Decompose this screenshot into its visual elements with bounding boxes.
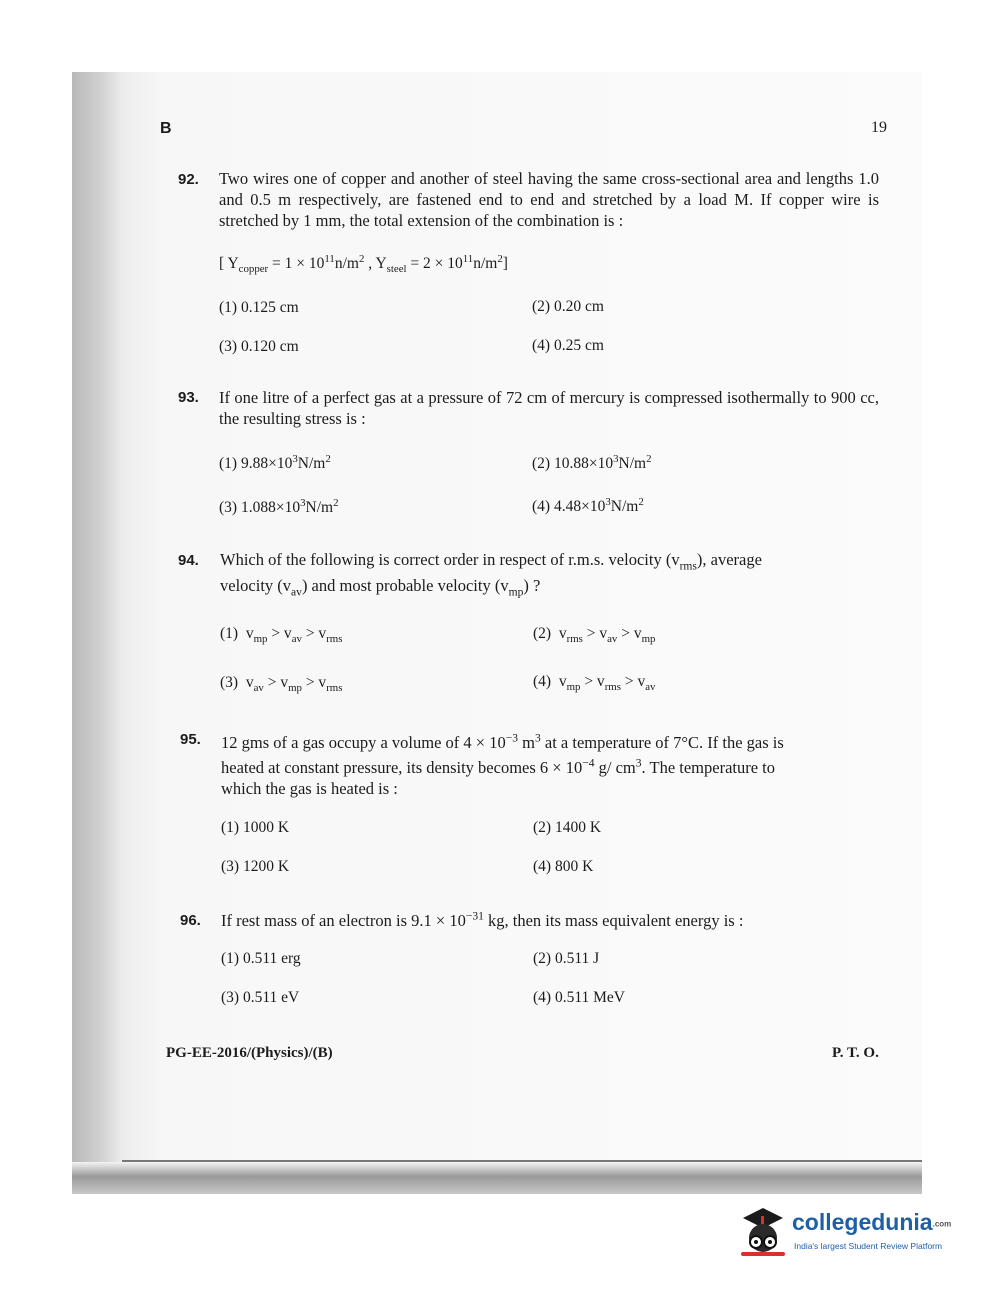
option-1: (1) 0.511 erg	[221, 950, 301, 967]
question-number: 94.	[178, 552, 199, 569]
question-number: 93.	[178, 389, 199, 406]
question-text: If rest mass of an electron is $9.1 \times 10^{-31}$ kg, then its mass equivalent energy is :	[221, 910, 744, 930]
option-4: (4) $v_{mp} > v_{rms} > v_{av}$	[533, 673, 656, 694]
option-3: (3) 0.120 cm	[219, 338, 299, 355]
option-2: (2) $v_{rms} > v_{av} > v_{mp}$	[533, 625, 656, 646]
option-1: (1) 0.125 cm	[219, 299, 299, 316]
set-letter: B	[160, 120, 172, 137]
option-2: (2) $10.88\times 10^3N/m^2$	[532, 452, 652, 472]
option-2: (2) 1400 K	[533, 819, 602, 836]
question-text: Two wires one of copper and another of steel having the same cross-sectional area and lengths 1.0 and 0.5 m respectively, are fastened end to end and stretched by a load M. If copper wire is stretched by 1 mm, the total extension of the combination is :	[219, 169, 879, 230]
option-1: (1) 1000 K	[221, 819, 290, 836]
option-2: (2) 0.511 J	[533, 950, 600, 967]
paper-code: PG-EE-2016/(Physics)/(B)	[166, 1045, 333, 1061]
option-3: (3) 1200 K	[221, 858, 290, 875]
option-4: (4) 0.25 cm	[532, 337, 604, 354]
question-text-line-2: heated at constant pressure, its density becomes $6 \times 10^{-4}$ g/ $cm^3$. The temperature to	[221, 757, 776, 777]
question-number: 95.	[180, 731, 201, 748]
pto-label: P. T. O.	[832, 1045, 879, 1061]
question-text-line-1: Which of the following is correct order in respect of r.m.s. velocity $(v_{rms})$, average	[220, 550, 762, 573]
collegedunia-logo	[737, 1202, 962, 1262]
question-text-line-2: velocity $(v_{av})$ and most probable velocity $(v_{mp})$ ?	[220, 576, 541, 599]
option-4: (4) $4.48\times 10^3N/m^2$	[532, 495, 644, 515]
option-1: (1) $9.88\times 10^3N/m^2$	[219, 452, 331, 472]
question-text-line-1: 12 gms of a gas occupy a volume of $4 \times 10^{-3}$ $m^3$ at a temperature of 7°C. If the gas is	[221, 732, 784, 752]
question-number: 92.	[178, 171, 199, 188]
option-4: (4) 800 K	[533, 858, 594, 875]
option-3: (3) $1.088\times 10^3N/m^2$	[219, 496, 339, 516]
given-constants: [ $Y_{copper} = 1 \times 10^{11}n/m^2$ , $Y_{steel} = 2 \times 10^{11}n/m^2$]	[219, 252, 508, 276]
option-4: (4) 0.511 MeV	[533, 989, 625, 1006]
logo-tagline: India's largest Student Review Platform	[794, 1241, 943, 1251]
question-text: If one litre of a perfect gas at a pressure of 72 cm of mercury is compressed isothermally to 900 cc, the resulting stress is :	[219, 388, 879, 428]
option-3: (3) $v_{av} > v_{mp} > v_{rms}$	[220, 674, 343, 695]
question-number: 96.	[180, 912, 201, 929]
option-3: (3) 0.511 eV	[221, 989, 300, 1006]
question-text-line-3: which the gas is heated is :	[221, 779, 398, 798]
page-number: 19	[871, 119, 887, 136]
option-1: (1) $v_{mp} > v_{av} > v_{rms}$	[220, 625, 343, 646]
mascot-icon	[737, 1202, 789, 1260]
option-2: (2) 0.20 cm	[532, 298, 604, 315]
page-edge-shadow	[122, 1160, 922, 1163]
logo-wordmark: collegedunia.com	[792, 1209, 952, 1235]
scanned-page	[72, 72, 922, 1194]
